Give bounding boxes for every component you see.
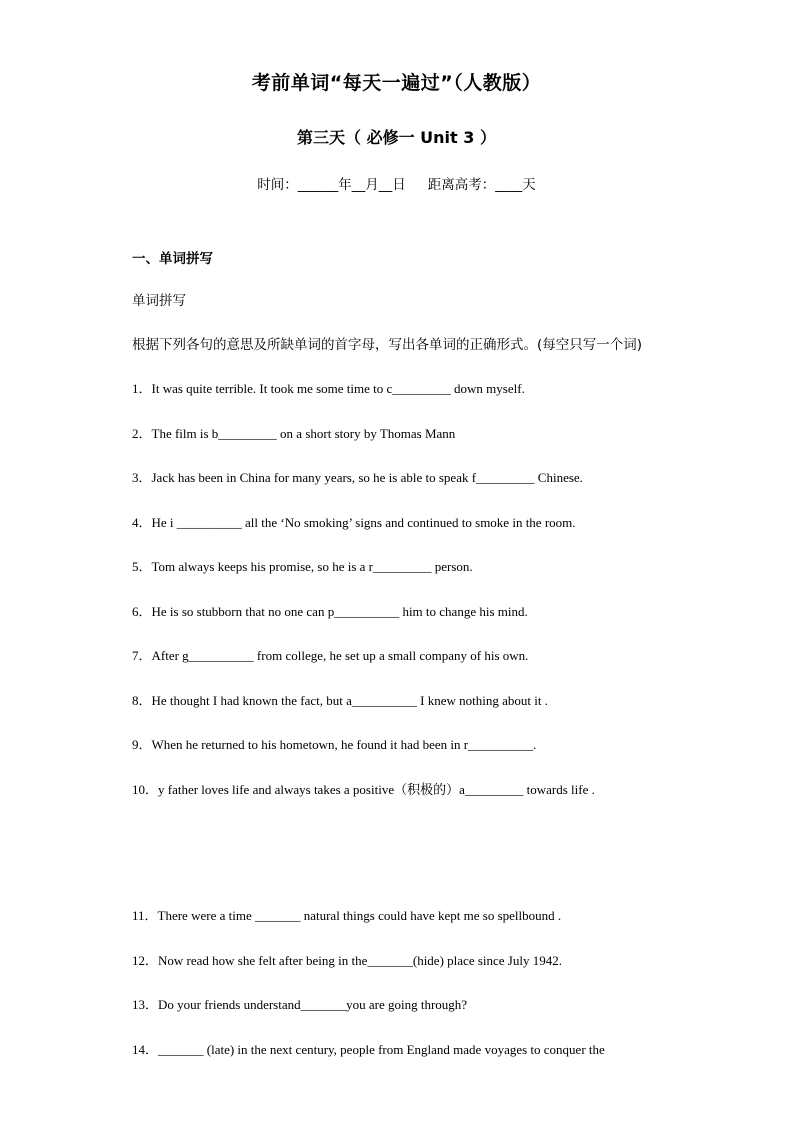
question-item: 6．He is so stubborn that no one can p__________ him to change his mind. (132, 604, 528, 619)
question-item: 2．The film is b_________ on a short story by Thomas Mann (132, 426, 456, 441)
section-heading: 一、单词拼写 (132, 251, 213, 267)
question-item: 4．He i __________ all the ‘No smoking’ signs and continued to smoke in the room. (132, 515, 576, 530)
date-line (0, 173, 793, 193)
question-item: 13．Do your friends understand_______you are going through? (132, 997, 468, 1012)
question-item: 5．Tom always keeps his promise, so he is a r_________ person. (132, 559, 473, 574)
document-title: 考前单词“每天一遍过”（人教版） (251, 72, 542, 94)
question-item: 9．When he returned to his hometown, he found it had been in r__________. (132, 737, 537, 752)
question-item: 11．There were a time _______ natural things could have kept me so spellbound . (132, 908, 562, 923)
section-label: 单词拼写 (132, 293, 186, 309)
question-item: 1．It was quite terrible. It took me some time to c_________ down myself. (132, 381, 525, 396)
question-item: 3．Jack has been in China for many years, so he is able to speak f_________ Chinese. (132, 470, 583, 485)
question-item: 7．After g__________ from college, he set up a small company of his own. (132, 648, 529, 663)
document-subtitle: 第三天（ 必修一 Unit 3 ） (297, 128, 496, 147)
instructions: 根据下列各句的意思及所缺单词的首字母，写出各单词的正确形式。(每空只写一个词) (132, 337, 643, 353)
question-item: 12．Now read how she felt after being in the_______(hide) place since July 1942. (132, 953, 562, 968)
date-label: 时间：______年__月__日 (257, 177, 406, 193)
question-item: 14．_______ (late) in the next century, people from England made voyages to conquer the (132, 1042, 605, 1057)
countdown-label: 距离高考：____天 (427, 177, 536, 193)
question-item: 10．y father loves life and always takes a positive（积极的）a_________ towards life . (132, 782, 595, 797)
question-item: 8．He thought I had known the fact, but a__________ I knew nothing about it . (132, 693, 548, 708)
